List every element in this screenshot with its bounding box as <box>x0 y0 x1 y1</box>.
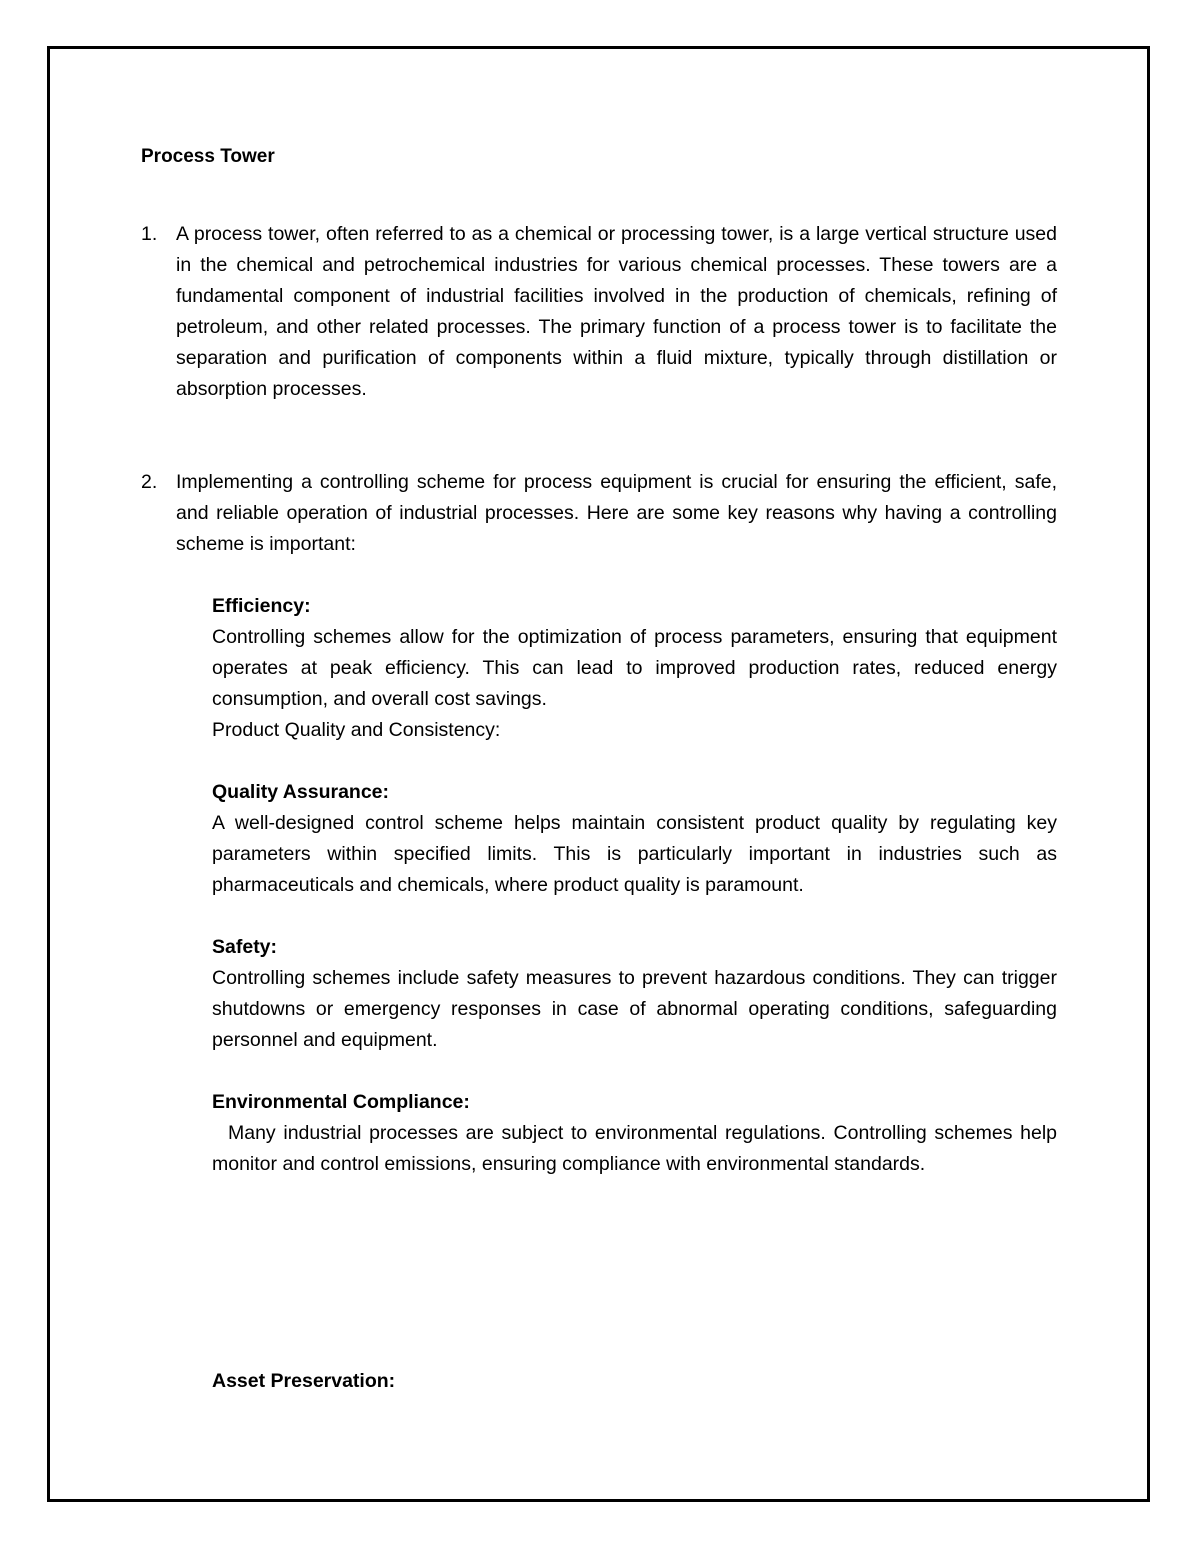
section-asset-preservation <box>212 1366 1057 1397</box>
section-body: Controlling schemes allow for the optimization of process parameters, ensuring that equipment operates at peak efficiency. This can lead to improved production rates, reduced energy consumption, and overall cost savings. <box>212 626 1057 710</box>
section-heading: Asset Preservation: <box>212 1370 396 1392</box>
section-body: A well-designed control scheme helps maintain consistent product quality by regulating key parameters within specified limits. This is particularly important in industries such as pharmaceuticals and chemicals, where product quality is paramount. <box>212 812 1057 896</box>
section-efficiency <box>212 591 1057 746</box>
section-heading: Quality Assurance: <box>212 781 390 803</box>
section-heading: Efficiency: <box>212 595 311 617</box>
section-heading: Environmental Compliance: <box>212 1091 470 1113</box>
list-item-text: A process tower, often referred to as a chemical or processing tower, is a large vertical structure used in the chemical and petrochemical industries for various chemical processes. These towers are a fundamental component of industrial facilities involved in the production of chemicals, refining of petroleum, and other related processes. The primary function of a process tower is to facilitate the separation and purification of components within a fluid mixture, typically through distillation or absorption processes. <box>176 223 1057 400</box>
document-title: Process Tower <box>141 146 275 167</box>
section-quality-assurance <box>212 777 1057 901</box>
section-subheading: Product Quality and Consistency: <box>212 719 501 741</box>
list-item-2 <box>141 467 1057 560</box>
list-item-text: Implementing a controlling scheme for process equipment is crucial for ensuring the efficient, safe, and reliable operation of industrial processes. Here are some key reasons why having a controlling scheme is important: <box>176 471 1057 555</box>
section-heading: Safety: <box>212 936 278 958</box>
list-item-number: 2. <box>141 471 158 493</box>
list-item-1 <box>141 219 1057 405</box>
list-item-number: 1. <box>141 223 158 245</box>
section-body: Controlling schemes include safety measures to prevent hazardous conditions. They can trigger shutdowns or emergency responses in case of abnormal operating conditions, safeguarding personnel and equipment. <box>212 967 1057 1051</box>
section-body: Many industrial processes are subject to environmental regulations. Controlling schemes help monitor and control emissions, ensuring compliance with environmental standards. <box>212 1122 1057 1175</box>
section-environmental-compliance <box>212 1087 1057 1180</box>
section-safety <box>212 932 1057 1056</box>
